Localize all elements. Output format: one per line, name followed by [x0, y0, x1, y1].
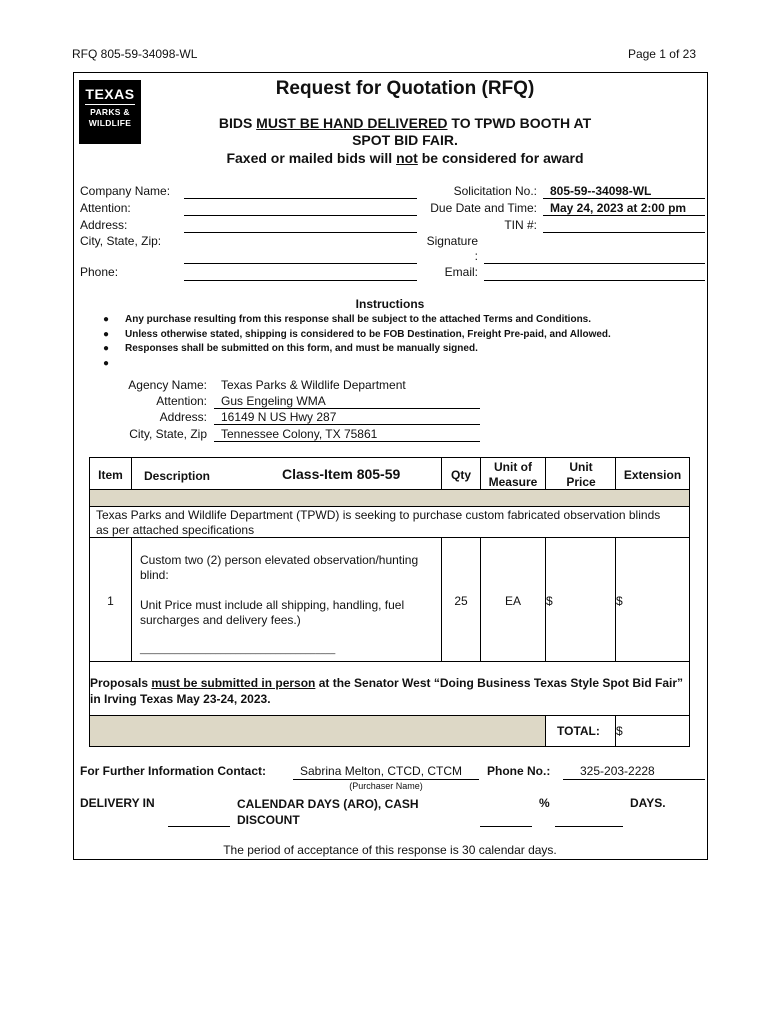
- table-header-description: Description Class-Item 805-59: [131, 457, 442, 490]
- solicitation-underline: [543, 198, 705, 199]
- table-header-extension: Extension: [615, 457, 690, 490]
- agency-address-label: Address:: [159, 410, 207, 424]
- email-field[interactable]: [484, 280, 705, 281]
- delivery-label: DELIVERY IN: [80, 796, 155, 810]
- city-state-zip-label: City, State, Zip:: [80, 234, 162, 248]
- tin-label: TIN #:: [504, 218, 537, 232]
- contact-name-underline: [293, 779, 479, 780]
- total-shaded-cell: [89, 715, 546, 747]
- phone-no-value: 325-203-2228: [580, 764, 655, 778]
- table-row-uom: EA: [480, 537, 546, 662]
- due-date-underline: [543, 215, 705, 216]
- agency-address-underline: [214, 424, 480, 425]
- due-date-value: May 24, 2023 at 2:00 pm: [550, 201, 687, 215]
- contact-name: Sabrina Melton, CTCD, CTCM: [300, 764, 463, 778]
- total-label-cell: TOTAL:: [545, 715, 616, 747]
- instruction-item: Any purchase resulting from this response shall be subject to the attached Terms and Conditions.: [125, 314, 592, 325]
- discount-days-field[interactable]: [555, 826, 623, 827]
- email-label: Email:: [444, 265, 478, 279]
- agency-city-label: City, State, Zip: [129, 427, 207, 441]
- company-name-label: Company Name:: [80, 184, 171, 198]
- instruction-item: Unless otherwise stated, shipping is considered to be FOB Destination, Freight Pre-paid, and Allowed.: [125, 329, 611, 340]
- logo-text-parks: PARKS &: [90, 107, 130, 117]
- bullet: ●: [103, 343, 110, 354]
- table-row-extension[interactable]: $: [615, 537, 690, 662]
- instruction-item: Responses shall be submitted on this form, and must be manually signed.: [125, 343, 478, 354]
- class-item-label: Class-Item 805-59: [282, 466, 401, 482]
- row-description-3: _______________________________________: [140, 644, 336, 654]
- address-label: Address:: [80, 218, 128, 232]
- solicitation-value: 805-59--34098-WL: [550, 184, 652, 198]
- solicitation-label: Solicitation No.:: [453, 184, 537, 198]
- phone-label: Phone:: [80, 265, 119, 279]
- signature-label: Signature: [426, 234, 478, 248]
- phone-no-label: Phone No.:: [487, 764, 551, 778]
- table-row-description: [131, 537, 442, 662]
- contact-label: For Further Information Contact:: [80, 764, 266, 778]
- agency-city-value: Tennessee Colony, TX 75861: [221, 427, 378, 441]
- agency-address-value: 16149 N US Hwy 287: [221, 410, 337, 424]
- tpwd-logo: [79, 80, 141, 144]
- page-number: Page 1 of 23: [627, 47, 696, 61]
- table-shaded-row: [89, 489, 690, 507]
- attention-field[interactable]: [184, 215, 417, 216]
- calendar-discount-label: CALENDAR DAYS (ARO), CASH DISCOUNT: [237, 797, 419, 827]
- company-name-field[interactable]: [184, 198, 417, 199]
- percent-sign: %: [539, 796, 550, 810]
- signature-colon: :: [474, 249, 478, 263]
- table-row-qty: 25: [441, 537, 481, 662]
- acceptance-note: The period of acceptance of this response is 30 calendar days.: [223, 843, 557, 857]
- notice-line-1: BIDS MUST BE HAND DELIVERED TO TPWD BOOTH AT: [218, 115, 592, 131]
- instructions-title: Instructions: [355, 297, 425, 311]
- table-row-item: 1: [89, 537, 132, 662]
- document-id: RFQ 805-59-34098-WL: [72, 47, 198, 61]
- bullet: ●: [103, 329, 110, 340]
- table-header-unit-price: Unit Price: [545, 457, 616, 490]
- proposal-text: Proposals must be submitted in person at the Senator West “Doing Business Texas Style Spot Bid Fair” in Irving Texas May 23-24, 2023.: [90, 676, 684, 706]
- logo-text-wildlife: WILDLIFE: [88, 118, 132, 128]
- tin-field[interactable]: [543, 232, 705, 233]
- signature-field[interactable]: [484, 263, 705, 264]
- due-date-label: Due Date and Time:: [430, 201, 537, 215]
- address-field[interactable]: [184, 232, 417, 233]
- discount-percent-field[interactable]: [480, 826, 532, 827]
- agency-name-value: Texas Parks & Wildlife Department: [221, 378, 406, 392]
- agency-attention-value: Gus Engeling WMA: [221, 394, 326, 408]
- phone-no-underline: [563, 779, 705, 780]
- table-row-unit-price[interactable]: $: [545, 537, 616, 662]
- city-state-zip-field[interactable]: [184, 263, 417, 264]
- proposal-row: [89, 661, 690, 716]
- phone-field[interactable]: [184, 280, 417, 281]
- bullet: ●: [103, 358, 110, 369]
- agency-city-underline: [214, 441, 480, 442]
- table-header-qty: Qty: [441, 457, 481, 490]
- row-description-2: Unit Price must include all shipping, handling, fuel surcharges and delivery fees.): [140, 598, 405, 627]
- bullet: ●: [103, 314, 110, 325]
- page-title: Request for Quotation (RFQ): [275, 78, 535, 99]
- table-header-uom: Unit of Measure: [480, 457, 546, 490]
- purchaser-caption: (Purchaser Name): [349, 781, 423, 791]
- table-intro-row: [89, 506, 690, 538]
- agency-attention-underline: [214, 408, 480, 409]
- table-intro-text: Texas Parks and Wildlife Department (TPWD) is seeking to purchase custom fabricated observation blinds as per attached specifications: [96, 508, 661, 537]
- row-description-1: Custom two (2) person elevated observation/hunting blind:: [140, 553, 419, 582]
- notice-line-2: SPOT BID FAIR.: [352, 132, 458, 148]
- logo-text-texas: TEXAS: [85, 86, 135, 102]
- table-header-item: Item: [89, 457, 132, 490]
- days-label: DAYS.: [630, 796, 666, 810]
- agency-name-label: Agency Name:: [128, 378, 207, 392]
- attention-label: Attention:: [80, 201, 131, 215]
- agency-attention-label: Attention:: [156, 394, 207, 408]
- delivery-days-field[interactable]: [168, 826, 230, 827]
- total-value-cell[interactable]: $: [615, 715, 690, 747]
- notice-line-3: Faxed or mailed bids will not be considered for award: [226, 150, 584, 166]
